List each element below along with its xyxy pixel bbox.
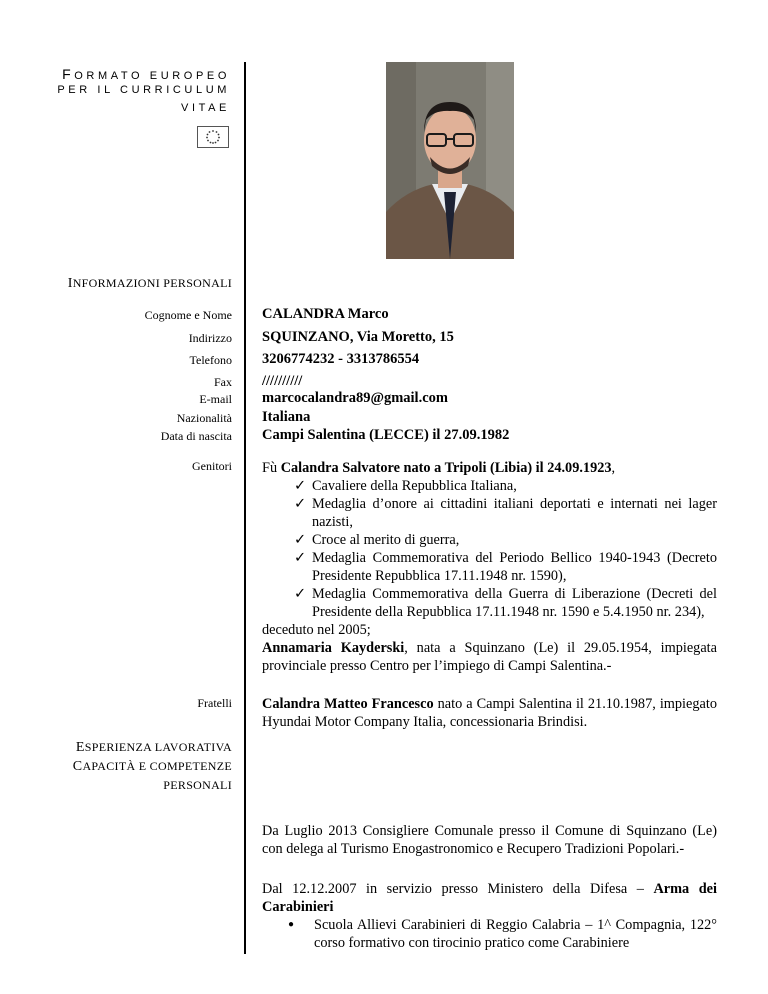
label-name: Cognome e Nome — [144, 308, 232, 322]
section-personal-heading: INFORMAZIONI PERSONALI — [67, 276, 232, 291]
value-birth: Campi Salentina (LECCE) il 27.09.1982 — [262, 427, 510, 443]
honor-item: ✓ Croce al merito di guerra, — [294, 532, 460, 548]
format-title-line-2: PER IL CURRICULUM — [57, 84, 230, 96]
label-nationality: Nazionalità — [176, 411, 232, 425]
death-line: deceduto nel 2005; — [262, 622, 371, 638]
experience-bullet: ● Scuola Allievi Carabinieri di Reggio Calabria – 1^ Compagnia, 122° corso formativo con tirocinio pratico come Carabiniere — [288, 917, 717, 951]
bullet-icon: ● — [288, 919, 295, 930]
label-parents: Genitori — [192, 459, 232, 473]
honor-item: ✓ Medaglia d’onore ai cittadini italiani deportati e internati nei lager nazisti, — [294, 496, 717, 530]
label-address: Indirizzo — [188, 331, 232, 345]
label-phone: Telefono — [189, 353, 232, 367]
column-divider — [244, 62, 246, 954]
value-address: SQUINZANO, Via Moretto, 15 — [262, 329, 454, 345]
honor-item: ✓ Cavaliere della Repubblica Italiana, — [294, 478, 517, 494]
format-title-line-1: FORMATO EUROPEO — [62, 66, 230, 82]
experience-paragraph-2 — [262, 880, 717, 952]
value-fax: ////////// — [262, 373, 303, 389]
value-name: CALANDRA Marco — [262, 306, 389, 322]
format-title-line-3: VITAE — [181, 102, 230, 114]
value-phone: 3206774232 - 3313786554 — [262, 351, 420, 367]
check-icon: ✓ — [294, 496, 306, 512]
honor-item: ✓ Medaglia Commemorativa della Guerra di Liberazione (Decreti del Presidente della Repubblica 17.11.1948 nr. 1590 e 5.4.1950 nr. 234), — [294, 586, 717, 620]
father-line: Fù Calandra Salvatore nato a Tripoli (Libia) il 24.09.1923, — [262, 460, 616, 476]
check-icon: ✓ — [294, 478, 306, 494]
check-icon: ✓ — [294, 532, 306, 548]
check-icon: ✓ — [294, 586, 306, 602]
value-email[interactable]: marcocalandra89@gmail.com — [262, 390, 448, 406]
experience-paragraph-1: Da Luglio 2013 Consigliere Comunale presso il Comune di Squinzano (Le) con delega al Turismo Enogastronomico e Recupero Tradizioni Popolari.- — [262, 823, 717, 857]
value-nationality: Italiana — [262, 409, 311, 425]
honor-item: ✓ Medaglia Commemorativa del Periodo Bellico 1940-1943 (Decreto Presidente Repubblica 17.11.1948 nr. 1590), — [294, 550, 717, 584]
profile-photo — [386, 62, 514, 259]
siblings-block: Calandra Matteo Francesco nato a Campi Salentina il 21.10.1987, impiegato Hyundai Motor Company Italia, concessionaria Brindisi. — [262, 696, 717, 730]
label-siblings: Fratelli — [197, 696, 232, 710]
eu-flag-icon — [197, 126, 229, 148]
label-birth: Data di nascita — [160, 429, 232, 443]
carabinieri-line: Dal 12.12.2007 in servizio presso Ministero della Difesa – Arma dei Carabinieri — [262, 881, 717, 915]
mother-line: Annamaria Kayderski, nata a Squinzano (Le) il 29.05.1954, impiegata provinciale presso Centro per l’impiego di Campi Salentina.- — [262, 640, 717, 674]
check-icon: ✓ — [294, 550, 306, 566]
section-experience-heading: ESPERIENZA LAVORATIVA CAPACITÀ E COMPETENZE PERSONALI — [72, 740, 232, 792]
parents-block — [262, 459, 717, 675]
label-fax: Fax — [214, 375, 232, 389]
label-email: E-mail — [199, 392, 232, 406]
